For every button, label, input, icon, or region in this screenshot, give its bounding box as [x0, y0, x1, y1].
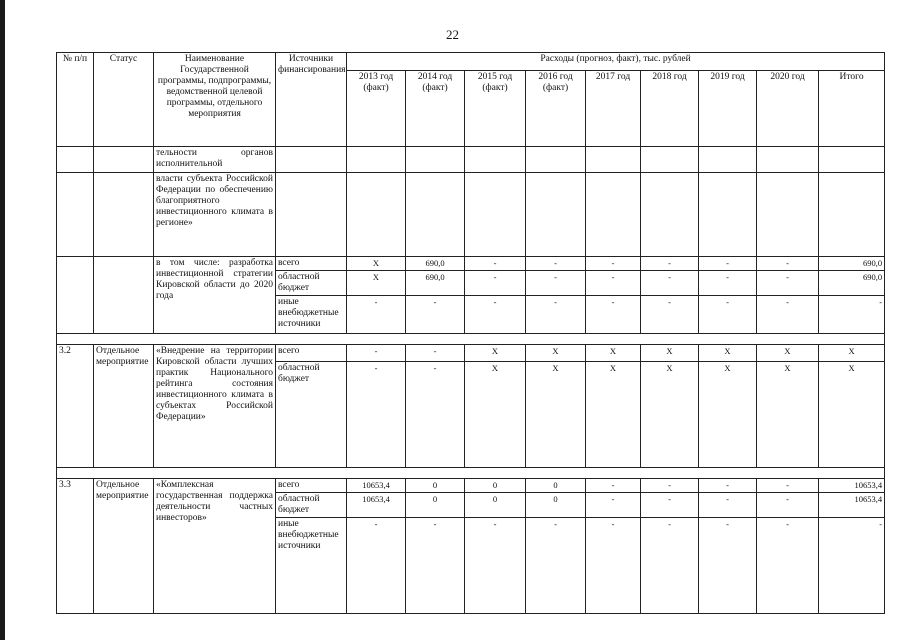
item-name: «Комплексная государственная поддержка деятельности частных инвесторов» [154, 479, 276, 614]
value-cell: - [699, 296, 757, 334]
empty-cell [94, 173, 154, 257]
value-cell: - [757, 493, 819, 518]
value-cell: - [757, 518, 819, 614]
empty-cell [699, 173, 757, 257]
empty-cell [757, 173, 819, 257]
table-row [57, 479, 885, 493]
value-cell: - [757, 479, 819, 493]
value-cell: - [526, 518, 586, 614]
value-cell: - [641, 518, 699, 614]
value-cell: - [347, 296, 406, 334]
source-cell: областной бюджет [276, 362, 347, 468]
value-cell: - [757, 271, 819, 296]
total-cell: 10653,4 [819, 493, 885, 518]
total-cell: 690,0 [819, 257, 885, 271]
header-year: 2020 год [757, 71, 819, 147]
spacer-row [57, 468, 885, 479]
header-year: 2014 год (факт) [406, 71, 465, 147]
table-row [57, 257, 885, 271]
empty-cell [57, 173, 94, 257]
value-cell: - [586, 518, 641, 614]
value-cell: Х [699, 362, 757, 468]
table-row [57, 173, 885, 257]
value-cell: - [641, 257, 699, 271]
value-cell: Х [586, 345, 641, 362]
value-cell: - [699, 257, 757, 271]
value-cell: - [641, 271, 699, 296]
value-cell: Х [465, 345, 526, 362]
item-status: Отдельное мероприятие [94, 479, 154, 614]
item-name: в том числе: разработка инвестиционной стратегии Кировской области до 2020 года [154, 257, 276, 334]
header-year: 2019 год [699, 71, 757, 147]
value-cell: - [641, 479, 699, 493]
header-row [57, 53, 885, 71]
value-cell: - [699, 271, 757, 296]
item-number: 3.2 [57, 345, 94, 468]
value-cell: Х [526, 362, 586, 468]
empty-cell [347, 173, 406, 257]
value-cell: 0 [526, 493, 586, 518]
page-number: 22 [446, 27, 459, 42]
value-cell: 690,0 [406, 271, 465, 296]
value-cell: - [586, 296, 641, 334]
empty-cell [819, 147, 885, 173]
spacer-cell [57, 334, 885, 345]
empty-cell [406, 147, 465, 173]
value-cell: - [406, 362, 465, 468]
header-status: Статус [94, 53, 154, 147]
value-cell: - [347, 345, 406, 362]
empty-cell [57, 257, 94, 334]
empty-cell [94, 147, 154, 173]
name-continuation: власти субъекта Российской Федерации по обеспечению благоприятного инвестиционного климата в регионе» [154, 173, 276, 257]
source-cell: всего [276, 479, 347, 493]
total-cell: - [819, 296, 885, 334]
value-cell: - [526, 271, 586, 296]
empty-cell [586, 147, 641, 173]
header-total: Итого [819, 71, 885, 147]
value-cell: - [699, 479, 757, 493]
value-cell: - [757, 296, 819, 334]
empty-cell [276, 173, 347, 257]
value-cell: - [586, 479, 641, 493]
value-cell: 0 [526, 479, 586, 493]
spacer-row [57, 334, 885, 345]
empty-cell [699, 147, 757, 173]
empty-cell [276, 147, 347, 173]
value-cell: - [641, 296, 699, 334]
header-sources: Источники финансирования [276, 53, 347, 147]
spacer-cell [57, 468, 885, 479]
value-cell: - [526, 257, 586, 271]
value-cell: - [406, 345, 465, 362]
value-cell: Х [586, 362, 641, 468]
value-cell: - [347, 362, 406, 468]
value-cell: Х [347, 271, 406, 296]
empty-cell [465, 147, 526, 173]
header-year: 2016 год (факт) [526, 71, 586, 147]
total-cell: Х [819, 362, 885, 468]
header-year: 2017 год [586, 71, 641, 147]
value-cell: - [699, 518, 757, 614]
source-cell: иные внебюджетные источники [276, 296, 347, 334]
value-cell: - [465, 296, 526, 334]
value-cell: - [406, 518, 465, 614]
source-cell: областной бюджет [276, 493, 347, 518]
value-cell: - [465, 257, 526, 271]
value-cell: - [465, 518, 526, 614]
total-cell: 10653,4 [819, 479, 885, 493]
empty-cell [406, 173, 465, 257]
value-cell: - [406, 296, 465, 334]
name-continuation: тельности органов исполнительной [154, 147, 276, 173]
empty-cell [465, 173, 526, 257]
value-cell: 0 [406, 479, 465, 493]
empty-cell [819, 173, 885, 257]
header-name: Наименование Государственной программы, подпрограммы, ведомственной целевой программы, отдельного мероприятия [154, 53, 276, 147]
value-cell: Х [757, 362, 819, 468]
value-cell: Х [465, 362, 526, 468]
value-cell: Х [347, 257, 406, 271]
value-cell: - [465, 271, 526, 296]
value-cell: Х [641, 362, 699, 468]
header-num: № п/п [57, 53, 94, 147]
value-cell: - [699, 493, 757, 518]
value-cell: - [641, 493, 699, 518]
source-cell: всего [276, 257, 347, 271]
value-cell: - [757, 257, 819, 271]
empty-cell [757, 147, 819, 173]
total-cell: 690,0 [819, 271, 885, 296]
budget-table [56, 52, 885, 614]
item-status: Отдельное мероприятие [94, 345, 154, 468]
value-cell: - [586, 257, 641, 271]
value-cell: 690,0 [406, 257, 465, 271]
value-cell: - [347, 518, 406, 614]
value-cell: 0 [406, 493, 465, 518]
total-cell: - [819, 518, 885, 614]
scan-edge [0, 0, 5, 640]
value-cell: 10653,4 [347, 479, 406, 493]
value-cell: Х [699, 345, 757, 362]
value-cell: 0 [465, 493, 526, 518]
item-name: «Внедрение на территории Кировской области лучших практик Национального рейтинга состояния инвестиционного климата в субъектах Российской Федерации» [154, 345, 276, 468]
header-year: 2013 год (факт) [347, 71, 406, 147]
header-year: 2015 год (факт) [465, 71, 526, 147]
empty-cell [526, 173, 586, 257]
empty-cell [347, 147, 406, 173]
source-cell: областной бюджет [276, 271, 347, 296]
table-row [57, 345, 885, 362]
empty-cell [57, 147, 94, 173]
empty-cell [526, 147, 586, 173]
source-cell: всего [276, 345, 347, 362]
value-cell: - [526, 296, 586, 334]
source-cell: иные внебюджетные источники [276, 518, 347, 614]
value-cell: 10653,4 [347, 493, 406, 518]
header-expenses: Расходы (прогноз, факт), тыс. рублей [347, 53, 885, 71]
value-cell: Х [757, 345, 819, 362]
item-number: 3.3 [57, 479, 94, 614]
empty-cell [94, 257, 154, 334]
value-cell: - [586, 493, 641, 518]
empty-cell [586, 173, 641, 257]
value-cell: Х [641, 345, 699, 362]
value-cell: Х [526, 345, 586, 362]
value-cell: - [586, 271, 641, 296]
total-cell: Х [819, 345, 885, 362]
empty-cell [641, 147, 699, 173]
value-cell: 0 [465, 479, 526, 493]
header-year: 2018 год [641, 71, 699, 147]
empty-cell [641, 173, 699, 257]
table-row [57, 147, 885, 173]
